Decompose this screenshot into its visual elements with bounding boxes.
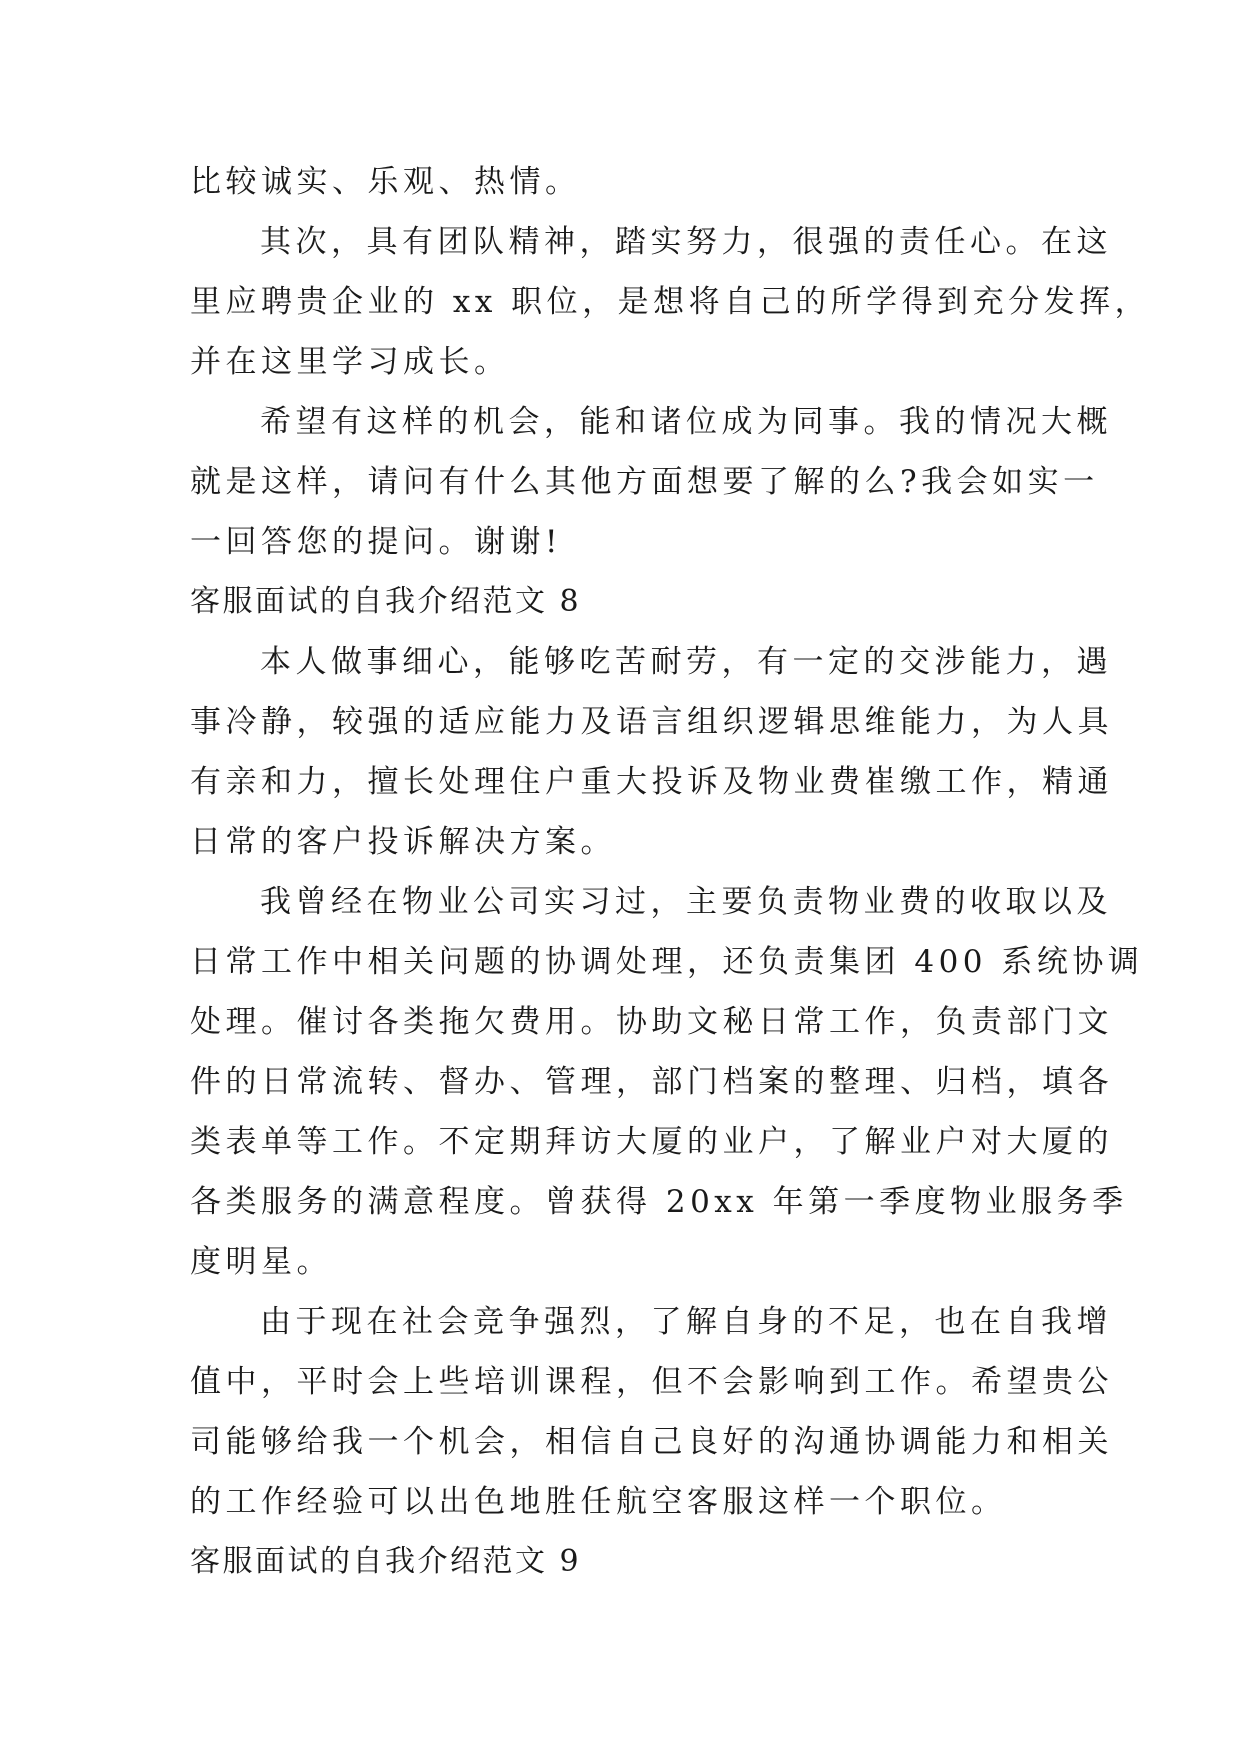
document-page bbox=[190, 152, 1151, 1592]
body-line: 类表单等工作。不定期拜访大厦的业户，了解业户对大厦的 bbox=[190, 1124, 1113, 1160]
body-line: 的工作经验可以出色地胜任航空客服这样一个职位。 bbox=[190, 1484, 1007, 1520]
paragraph-first-line: 由于现在社会竞争强烈，了解自身的不足，也在自我增 bbox=[260, 1304, 1112, 1340]
section-heading: 客服面试的自我介绍范文 9 bbox=[190, 1544, 582, 1579]
body-line: 司能够给我一个机会，相信自己良好的沟通协调能力和相关 bbox=[190, 1424, 1113, 1460]
paragraph-first-line: 本人做事细心，能够吃苦耐劳，有一定的交涉能力，遇 bbox=[260, 644, 1112, 680]
body-line: 就是这样，请问有什么其他方面想要了解的么?我会如实一 bbox=[190, 464, 1099, 500]
body-line: 处理。催讨各类拖欠费用。协助文秘日常工作，负责部门文 bbox=[190, 1004, 1113, 1040]
body-line: 度明星。 bbox=[190, 1244, 332, 1280]
paragraph-first-line: 我曾经在物业公司实习过，主要负责物业费的收取以及 bbox=[260, 884, 1112, 920]
body-line: 日常的客户投诉解决方案。 bbox=[190, 824, 616, 860]
paragraph-first-line: 其次，具有团队精神，踏实努力，很强的责任心。在这 bbox=[260, 224, 1112, 260]
body-line: 事冷静，较强的适应能力及语言组织逻辑思维能力，为人具 bbox=[190, 704, 1113, 740]
body-line: 件的日常流转、督办、管理，部门档案的整理、归档，填各 bbox=[190, 1064, 1113, 1100]
section-heading: 客服面试的自我介绍范文 8 bbox=[190, 584, 582, 619]
body-line: 有亲和力，擅长处理住户重大投诉及物业费崔缴工作，精通 bbox=[190, 764, 1113, 800]
body-line: 一回答您的提问。谢谢! bbox=[190, 524, 562, 560]
body-line: 各类服务的满意程度。曾获得 20xx 年第一季度物业服务季 bbox=[190, 1184, 1128, 1220]
body-line: 比较诚实、乐观、热情。 bbox=[190, 164, 581, 200]
body-line: 里应聘贵企业的 xx 职位，是想将自己的所学得到充分发挥， bbox=[190, 284, 1151, 320]
body-line: 值中，平时会上些培训课程，但不会影响到工作。希望贵公 bbox=[190, 1364, 1113, 1400]
paragraph-first-line: 希望有这样的机会，能和诸位成为同事。我的情况大概 bbox=[260, 404, 1112, 440]
body-line: 日常工作中相关问题的协调处理，还负责集团 400 系统协调 bbox=[190, 944, 1144, 980]
body-line: 并在这里学习成长。 bbox=[190, 344, 510, 380]
